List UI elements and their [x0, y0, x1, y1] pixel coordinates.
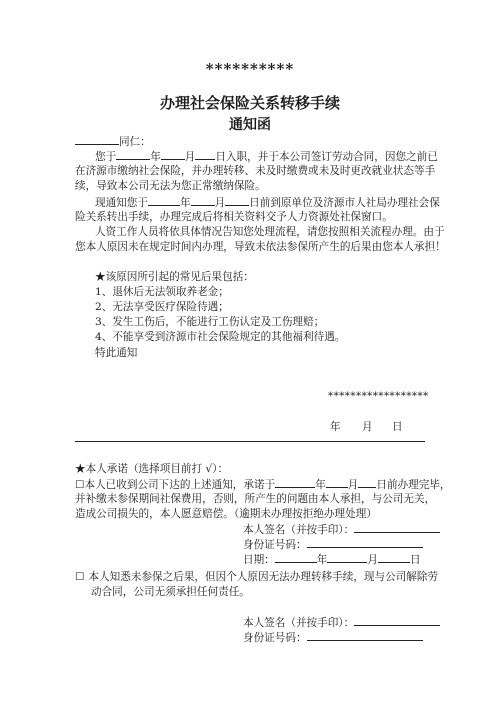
salutation: [75, 133, 151, 149]
notice-date-year: 年: [330, 421, 341, 433]
consequence-item: 2、无法享受医疗保险待遇；: [95, 301, 229, 313]
text: 本人知悉未参保之后果，但因个人原因无法办理转移手续，现与公司解除劳: [88, 571, 439, 583]
month-blank: [161, 148, 185, 160]
id-label: 身份证号码：: [243, 632, 307, 644]
id-number-line-2: [243, 629, 423, 645]
signature-label: 本人签名（并按手印）：: [243, 617, 355, 629]
text: 月: [184, 151, 196, 163]
text: 现通知您于: [95, 197, 148, 209]
notice-date-month: 月: [362, 421, 373, 433]
consequence-item: 4、不能享受到济源市社会保险规定的其他福利待遇。: [95, 331, 346, 343]
text: 日入职，并于本公司签订劳动合同，因您之前已: [215, 151, 438, 163]
text: 年: [150, 151, 161, 163]
year-blank: [116, 148, 150, 160]
day-blank[interactable]: [378, 551, 410, 563]
paragraph-1-line-2: 在济源市缴纳社会保险，并办理转移、未及时缴费或未及时更改就业状态等手: [75, 165, 436, 177]
consequence-item: 1、退休后无法领取养老金；: [95, 286, 229, 298]
month-blank: [326, 476, 348, 488]
paragraph-1-line-1: [95, 148, 438, 164]
document-subtitle: 通知函: [229, 117, 271, 133]
header-stars: **********: [205, 60, 295, 78]
month-blank[interactable]: [327, 551, 367, 563]
section-divider: [75, 441, 425, 442]
signature-blank[interactable]: [354, 614, 440, 626]
text: 月: [214, 197, 226, 209]
option-1-checkbox[interactable]: ☐: [75, 479, 85, 491]
text: 您于: [95, 151, 117, 163]
id-number-blank[interactable]: [307, 629, 423, 641]
year-blank[interactable]: [275, 551, 317, 563]
text: 月: [347, 479, 359, 491]
signature-stars: ******************: [328, 391, 429, 402]
text: 日: [409, 554, 421, 566]
option-2-checkbox[interactable]: ☐: [75, 571, 85, 583]
notice-date-day: 日: [392, 421, 403, 433]
consequences-heading: ★该原因所引起的常见后果包括：: [95, 271, 254, 283]
salutation-suffix: 同仁：: [119, 136, 151, 148]
signature-label: 本人签名（并按手印）：: [243, 524, 355, 536]
paragraph-1-line-3: 续，导致本公司无法为您正常缴纳保险。: [75, 180, 266, 192]
text: 日前到原单位及济源市人社局办理社会保: [249, 197, 440, 209]
text: 年: [315, 479, 326, 491]
text: 本人已收到公司下达的上述通知，承诺于: [84, 479, 276, 491]
date-line-1: [243, 551, 421, 567]
commitment-option-2-line-1: [75, 569, 438, 584]
year-blank: [275, 476, 315, 488]
id-label: 身份证号码：: [243, 539, 307, 551]
paragraph-2-line-2: 险关系转出手续，办理完成后将相关资料交予人力资源处社保窗口。: [75, 211, 393, 223]
paragraph-3-line-2: 您本人原因未在规定时间内办理，导致未依法参保所产生的后果由您本人承担！: [75, 241, 446, 253]
day-blank: [358, 476, 376, 488]
paragraph-3-line-1: 人资工作人员将依具体情况告知您处理流程，请您按照相关流程办理。由于: [95, 226, 445, 238]
id-number-blank[interactable]: [307, 536, 423, 548]
commitment-option-2-line-2: 动合同，公司无须承担任何责任。: [91, 586, 250, 598]
paragraph-2-line-1: [95, 194, 440, 210]
commitment-option-1-line-2: 并补缴未参保期间社保费用，否则，所产生的问题由本人承担，与公司无关，: [75, 493, 436, 505]
id-number-line-1: [243, 536, 423, 552]
day-blank: [225, 194, 249, 206]
year-blank: [148, 194, 180, 206]
commitment-heading: ★本人承诺（选择项目前打 √）：: [75, 463, 229, 475]
commitment-option-1-line-1: [75, 476, 451, 492]
text: 年: [316, 554, 328, 566]
day-blank: [195, 148, 215, 160]
document-title: 办理社会保险关系转移手续: [159, 94, 340, 112]
date-label: 日期：: [243, 554, 275, 566]
consequence-item: 3、发生工伤后，不能进行工伤认定及工伤理赔；: [95, 316, 325, 328]
signature-line-1: [243, 521, 440, 537]
text: 日前办理完毕，: [376, 479, 451, 491]
signature-line-2: [243, 614, 440, 630]
signature-blank[interactable]: [354, 521, 440, 533]
name-blank: [75, 133, 119, 145]
closing-text: 特此通知: [95, 347, 138, 359]
month-blank: [191, 194, 215, 206]
commitment-option-1-line-3: 造成公司损失的，本人愿意赔偿。（逾期未办理按拒绝办理处理）: [75, 508, 377, 520]
text: 年: [179, 197, 191, 209]
text: 月: [367, 554, 378, 566]
